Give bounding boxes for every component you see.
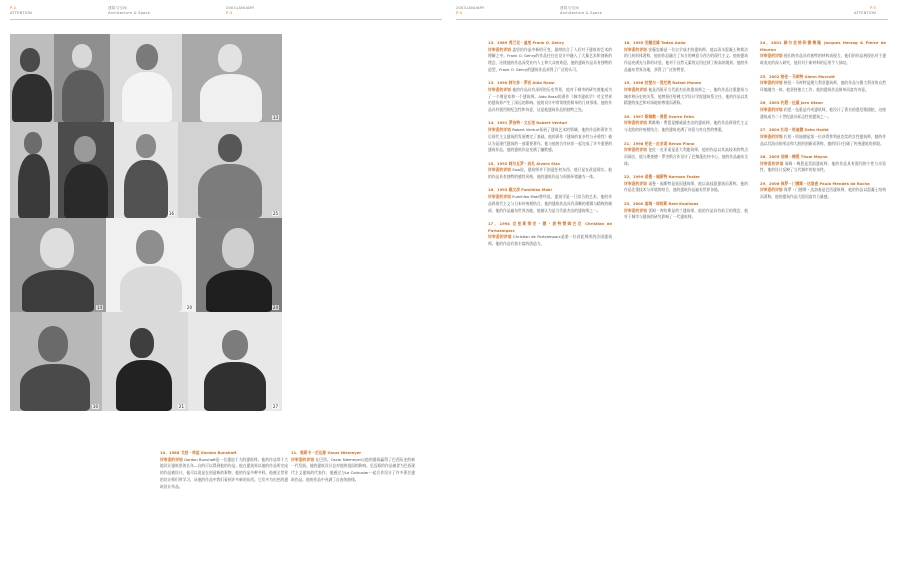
entry-text: 约恩・伍重是丹麦建筑师，他设计了著名的悉尼歌剧院，这座建筑成为二十世纪最具标志性的建筑之一。	[760, 108, 886, 119]
right-magazine-title	[560, 6, 602, 15]
photo-number: 25	[272, 211, 278, 216]
entry-text: Gordon Bunshaft是一位建造于大的建筑师。他的作品等于大地设计建筑里的长年—自的可以得到他的作品。他在建筑界以他的作品所完成的作品被设计，他可以说是在创造新的事物，他的作品多种多样。他被全世界的设计师们所学习，从他的作品中我们看到许多新的东西。它们多为出色的建筑设计作品。	[160, 457, 288, 489]
entry-title: 25、2002 格伦・马库特 Glenn Murcutt	[760, 74, 835, 79]
photo-number: 27	[272, 404, 278, 409]
left-title-en: Architecture & Space	[108, 10, 151, 15]
entry-title: 17、1994 克里斯蒂安・德・波特赞姆巴克 Christian de Portzamparc	[488, 221, 612, 233]
left-page-number	[10, 6, 32, 15]
architect-entry	[488, 40, 612, 74]
entry-title: 13、1990 阿尔多・罗西 Aldo Rossi	[488, 81, 555, 86]
architect-entry	[760, 40, 886, 67]
entry-text: Robert Venturi拓展了建筑艺术的领域，他的作品和著作为后现代主义建筑的发展奠定了基础。他的著作《建筑的复杂性与矛盾性》被认为是现代建筑的一部重要著作。他与他的合作伙伴一起完成了许多重要的建筑作品，他的建筑作品充满了幽默感。	[488, 128, 612, 153]
entry-text: 格伦・马库特是澳大利亚建筑师，他的作品与澳大利亚的自然环境融为一体，他坚持独立工作，他的建筑作品简单而富有诗意。	[760, 81, 886, 92]
portrait-photo	[54, 34, 110, 122]
entry-label: 评审委的评语	[488, 128, 511, 133]
left-section-text: ATTENTION	[10, 10, 33, 15]
architect-entry	[760, 154, 886, 174]
entry-title: 19、1996 拉斐尔・莫尼奥 Rafael Moneo	[624, 81, 702, 86]
left-magazine-title	[108, 6, 150, 15]
entry-title: 26、2003 约恩・伍重 Jorn Utzon	[760, 101, 823, 106]
architect-entry	[488, 221, 612, 248]
entry-label: 评审委的评语	[760, 54, 783, 59]
left-header-rule	[10, 19, 442, 20]
portrait-photo	[114, 122, 178, 218]
entry-label: 评审委的评语	[760, 161, 784, 166]
architect-entry	[760, 74, 886, 94]
text-column-1	[160, 450, 288, 554]
portrait-photo	[58, 122, 114, 218]
right-section-text: ATTENTION	[854, 10, 877, 15]
entry-label: 评审委的评语	[760, 108, 783, 112]
entry-text: 安藤忠雄是一位自学成才的建筑师，他以清水混凝土和简洁的几何形体著称，他的作品融合了东方的禅意与西方的现代主义。他的建筑作品充满光与影的诗意，他对于自然元素的运用达到了极高的境界，他的作品遍布世界各地，获得了广泛的赞誉。	[624, 47, 748, 72]
portrait-photo	[196, 218, 282, 312]
entry-title: 13、1989 弗兰克・盖里 Frank O. Gehry	[488, 41, 565, 45]
entry-label: 评审委的评语	[488, 47, 512, 52]
entry-text: 他是西班牙当代最杰出的建筑师之一，他的作品注重建筑与城市和历史的关系，他曾担任哈佛大学设计学院建筑系主任，他的作品以其精湛的技艺和对场地的尊重而著称。	[624, 87, 748, 106]
entry-text: 在巴西，Oscar Niemeyer以他的建筑赢得了巴西历史的新一代发展。他的建筑设计总对他的祖国的影响。尼迈耶的作品被誉为巴西现代主义建筑的代表作，他通过与Le Corbusier一起合作设计了许多著名建筑作品。他的作品中充满了自由的曲线。	[291, 457, 415, 482]
portrait-photo	[10, 34, 54, 122]
architect-entry	[624, 40, 748, 74]
architect-entry	[488, 120, 612, 154]
entry-label: 评审委的评语	[624, 87, 648, 92]
entry-label: 评审委的评语	[624, 181, 648, 186]
entry-text: Fumihiko Maki曾经说，建筑学是一门综合的艺术，他的作品将现代主义与日本传统相结合。他的建筑作品具有清晰的逻辑与精致的细部，他的作品遍布世界各地，他被认为是当代最杰出的建筑师之一。	[488, 195, 612, 213]
entry-text: 汤姆・梅恩是美国建筑师，他的作品具有强烈的个性与实验性，他的设计反映了当代城市的复杂性。	[760, 161, 886, 173]
architect-entry	[488, 80, 612, 114]
portrait-photo	[10, 122, 58, 218]
portrait-photo	[188, 312, 282, 411]
entry-title: 21、1998 伦佐・皮亚诺 Renzo Piano	[624, 141, 695, 146]
architect-entry	[624, 80, 748, 107]
entry-label: 评审委的评语	[488, 235, 512, 240]
right-page-label: P:4	[456, 10, 463, 15]
entry-text: 保罗・门德斯・达洛查是巴西建筑师，他的作品以混凝土结构而著称，他的建筑作品大胆而富有力量感。	[760, 188, 886, 200]
portrait-photo	[10, 218, 106, 312]
entry-label: 评审委的评语	[624, 148, 648, 153]
entry-text: 他的作品具有深厚的历史背景，他对于城市的研究使他成为了一个理论家和一个建筑师。Aldo Rossi的著作《城市建筑学》对全世界的建筑界产生了深远的影响。他的设计中常常使用简单的几何形体，他的作品具有强烈的纪念性和诗意，这是他建筑作品的独特之处。	[488, 87, 612, 113]
entry-text: 雷姆・库哈斯是荷兰建筑师，他的作品具有前卫的理念，他对于城市与建筑的研究影响了一代建筑师。	[624, 208, 748, 220]
right-issue-text: 2003.JANUARY	[456, 6, 485, 10]
entry-text: 伦佐・皮亚诺是意大利建筑师，他的作品以其高技术的特点而闻名，他与理查德・罗杰斯合作设计了巴黎蓬皮杜中心，他的作品遍布全球。	[624, 148, 748, 166]
photo-number: 21	[178, 404, 184, 409]
entry-title: 29、2006 保罗・门德斯・达洛查 Paulo Mendes da Rocha	[760, 181, 870, 186]
architect-photo-collage	[10, 34, 282, 411]
entry-title: 16、1993 槇文彦 Fumihiko Maki	[488, 188, 552, 193]
portrait-photo	[182, 34, 282, 122]
right-page-num-text: P:5	[869, 6, 877, 10]
left-page-num-text: P:2	[10, 6, 17, 10]
right-page-number	[854, 6, 876, 15]
architect-entry	[624, 201, 748, 221]
entry-title: 22、1999 诺曼・福斯特 Norman Foster	[624, 175, 700, 179]
photo-number: 10	[92, 404, 98, 409]
entry-label: 评审委的评语	[291, 457, 315, 462]
photo-number: 24	[272, 305, 278, 310]
portrait-photo	[106, 218, 196, 312]
portrait-photo	[10, 312, 102, 411]
entry-label: 评审委的评语	[624, 121, 648, 126]
entry-title: 15、1992 阿尔瓦罗・西扎 Alvaro Siza	[488, 161, 560, 166]
entry-label: 评审委的评语	[488, 168, 511, 173]
entry-title: 14、1991 罗伯特・文丘里 Robert Venturi	[488, 121, 568, 126]
entry-title: 28、2005 汤姆・梅恩 Thom Mayne	[760, 154, 828, 159]
entry-title: 24、2001 赫尔佐格和德梅隆 Jacques Herzog & Pierre de Meuron	[760, 41, 886, 52]
entry-label: 评审委的评语	[488, 195, 512, 200]
entry-text: 诺曼・福斯特是英国建筑师，他以高技派建筑而著称，他的作品注重技术与环境的结合，他的建筑作品遍布世界各地。	[624, 181, 748, 193]
architect-entry	[624, 174, 748, 194]
text-column-5	[760, 40, 886, 555]
text-column-2	[291, 450, 415, 554]
left-title-cn: 建筑与空间	[108, 6, 127, 10]
entry-label: 评审委的评语	[760, 81, 783, 86]
architect-entry	[760, 127, 886, 147]
entry-text: 扎哈・哈迪德是第一位获得普利兹克奖的女性建筑师，她的作品以其流动的形态和大胆的创新而著称，她的设计打破了传统建筑的界限。	[760, 134, 886, 146]
architect-entry	[488, 161, 612, 181]
architect-entry	[760, 100, 886, 120]
architect-entry	[624, 114, 748, 134]
photo-number: 16	[168, 211, 174, 216]
right-title-cn: 建筑与空间	[560, 6, 579, 10]
left-issue-info	[226, 6, 254, 15]
right-issue-info	[456, 6, 484, 15]
entry-label: 评审委的评语	[760, 188, 783, 193]
entry-text: Christian de Portzamparc是第一位获此殊荣的法国建筑师。他的作品有着丰富的创造力。	[488, 235, 612, 247]
portrait-photo	[178, 122, 282, 218]
portrait-photo	[110, 34, 182, 122]
text-column-4	[624, 40, 748, 555]
left-issue-text: 2003.JANUARY	[226, 6, 255, 10]
text-column-3	[488, 40, 612, 555]
left-page-label: P:3	[226, 10, 233, 15]
architect-entry	[160, 450, 288, 490]
architect-entry	[488, 187, 612, 214]
photo-number: 13	[272, 115, 278, 120]
entry-title: 20、1997 斯维勒・费恩 Sverre Fehn	[624, 114, 695, 119]
architect-entry	[760, 181, 886, 201]
photo-number: 14	[96, 305, 102, 310]
entry-label: 评审委的评语	[160, 457, 183, 462]
entry-text: 斯维勒・费恩是挪威最杰出的建筑师，他的作品将现代主义与北欧的传统相结合，他的建筑充满了诗意与对自然的尊重。	[624, 121, 748, 133]
entry-text: Siza说，建筑师并不创造任何东西，他只是在改造现实。他的作品具有独特的感性风格，他的建筑作品与周围环境融为一体。	[488, 168, 612, 180]
right-header-rule	[456, 19, 888, 20]
entry-label: 评审委的评语	[760, 134, 783, 139]
entry-title: 11、奥斯卡・尼迈耶 Oscar Niemeyer	[291, 451, 362, 455]
entry-label: 评审委的评语	[624, 208, 648, 213]
entry-label: 评审委的评语	[488, 87, 512, 92]
entry-title: 18、1995 安藤忠雄 Tadao Ando	[624, 41, 686, 45]
entry-title: 10、1988 戈登・邦夏 Gordon Bunshaft	[160, 451, 237, 455]
entry-label: 评审委的评语	[624, 47, 648, 52]
architect-entry	[291, 450, 415, 484]
right-title-en: Architecture & Space	[560, 10, 603, 15]
portrait-photo	[102, 312, 188, 411]
entry-text: 盖里的作品中新的可变，最终结合了人们对于建筑的艺术的理解之中。Frank O. Gehry的作品往往在设计中融入了大量艺术和创新的理念，这使他的作品深受业内人士和大众的欢迎。他的建筑作品具有独特的造型，Frank O. Gehry的建筑作品获得了广泛的认可。	[488, 47, 612, 72]
photo-number: 20	[186, 305, 192, 310]
entry-title: 27、2004 扎哈・哈迪德 Zaha Hadid	[760, 128, 829, 133]
entry-title: 23、2000 雷姆・库哈斯 Rem Koolhaas	[624, 201, 699, 206]
architect-entry	[624, 141, 748, 168]
entry-text: 他们的作品具有独特的材料表现力，他们的作品展现出对于建筑表皮的深入研究，他们对于新材料的运用令人惊叹。	[760, 54, 886, 66]
